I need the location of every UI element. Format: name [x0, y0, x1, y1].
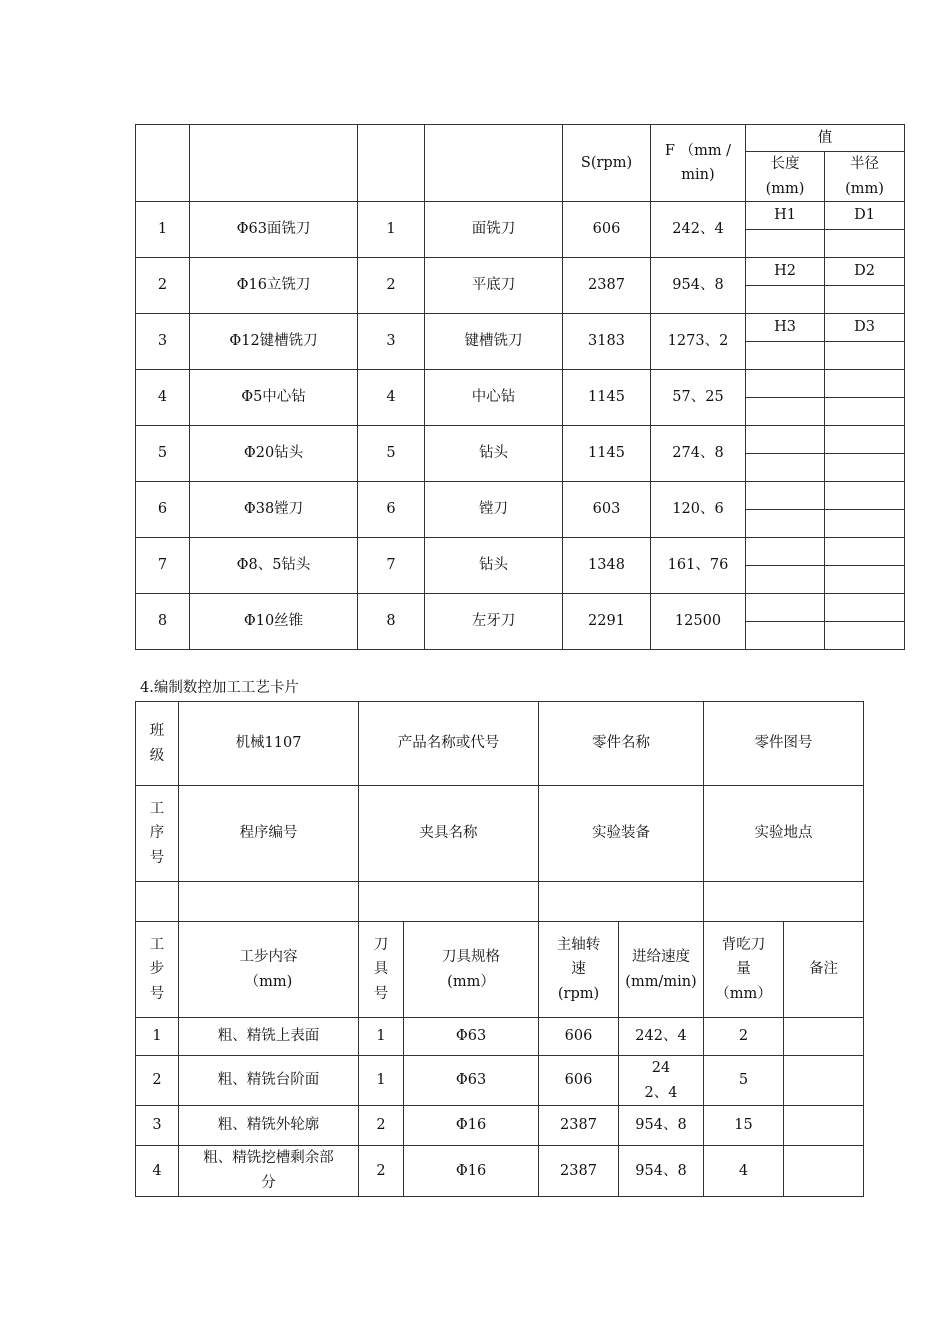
tool-no-header: 刀 具 号	[359, 922, 404, 1018]
class-label: 班 级	[136, 702, 179, 786]
step-feed: 954、8	[619, 1146, 704, 1196]
remarks-header: 备注	[784, 922, 864, 1018]
header-radius: 半径 (mm)	[825, 152, 905, 202]
tool-row	[136, 538, 905, 566]
process-card-table	[135, 701, 864, 1197]
header-feed: F （mm / min)	[651, 125, 746, 202]
tool-parameter-table	[135, 124, 905, 650]
fixture-label: 夹具名称	[359, 786, 539, 882]
step-row	[136, 1146, 864, 1196]
step-content: 粗、精铣挖槽剩余部 分	[179, 1146, 359, 1196]
program-no-label: 程序编号	[179, 786, 359, 882]
cut-depth-header: 背吃刀 量 （mm）	[704, 922, 784, 1018]
radius-offset: D3	[825, 314, 905, 342]
header-row	[136, 125, 905, 152]
tool-row-no: 6	[136, 482, 190, 538]
step-remarks	[784, 1056, 864, 1106]
length-blank	[746, 454, 825, 482]
empty-cell	[136, 882, 179, 922]
radius-offset	[825, 426, 905, 454]
step-feed: 954、8	[619, 1106, 704, 1146]
tool-number: 2	[358, 258, 425, 314]
length-offset: H2	[746, 258, 825, 286]
header-tool-type	[425, 125, 563, 202]
radius-offset	[825, 482, 905, 510]
tool-row-no: 3	[136, 314, 190, 370]
part-drawing-label: 零件图号	[704, 702, 864, 786]
operation-no-label: 工 序 号	[136, 786, 179, 882]
header-tool-name	[190, 125, 358, 202]
tool-row-no: 8	[136, 594, 190, 650]
tool-row-no: 1	[136, 202, 190, 258]
step-tool-no: 2	[359, 1106, 404, 1146]
step-spec: Φ16	[404, 1146, 539, 1196]
tool-type: 面铣刀	[425, 202, 563, 258]
length-offset: H3	[746, 314, 825, 342]
card-empty-row	[136, 882, 864, 922]
step-tool-no: 1	[359, 1056, 404, 1106]
spindle-speed: 1145	[563, 426, 651, 482]
step-depth: 2	[704, 1018, 784, 1056]
tool-row	[136, 426, 905, 454]
radius-offset	[825, 594, 905, 622]
step-content-header: 工步内容 （mm)	[179, 922, 359, 1018]
tool-number: 4	[358, 370, 425, 426]
spindle-speed-header: 主轴转 速 (rpm)	[539, 922, 619, 1018]
step-no-header: 工 步 号	[136, 922, 179, 1018]
feed-rate: 954、8	[651, 258, 746, 314]
tool-type: 钻头	[425, 426, 563, 482]
step-row	[136, 1106, 864, 1146]
radius-blank	[825, 510, 905, 538]
tool-row	[136, 370, 905, 398]
length-offset	[746, 594, 825, 622]
step-depth: 5	[704, 1056, 784, 1106]
card-info-row	[136, 702, 864, 786]
step-spec: Φ16	[404, 1106, 539, 1146]
length-blank	[746, 622, 825, 650]
step-feed: 242、4	[619, 1018, 704, 1056]
radius-blank	[825, 454, 905, 482]
step-no: 3	[136, 1106, 179, 1146]
empty-cell	[179, 882, 359, 922]
length-blank	[746, 510, 825, 538]
tool-row-no: 2	[136, 258, 190, 314]
steps-header-row	[136, 922, 864, 1018]
radius-offset	[825, 370, 905, 398]
length-offset	[746, 370, 825, 398]
tool-row-no: 5	[136, 426, 190, 482]
step-speed: 606	[539, 1018, 619, 1056]
header-value-group: 值	[746, 125, 905, 152]
location-label: 实验地点	[704, 786, 864, 882]
feed-rate: 161、76	[651, 538, 746, 594]
step-content: 粗、精铣外轮廓	[179, 1106, 359, 1146]
length-offset	[746, 538, 825, 566]
header-length: 长度 (mm)	[746, 152, 825, 202]
tool-number: 1	[358, 202, 425, 258]
empty-cell	[359, 882, 539, 922]
length-offset	[746, 426, 825, 454]
length-offset	[746, 482, 825, 510]
spindle-speed: 3183	[563, 314, 651, 370]
class-value: 机械1107	[179, 702, 359, 786]
spindle-speed: 1348	[563, 538, 651, 594]
radius-blank	[825, 230, 905, 258]
spindle-speed: 606	[563, 202, 651, 258]
spindle-speed: 2291	[563, 594, 651, 650]
step-no: 2	[136, 1056, 179, 1106]
feed-rate: 274、8	[651, 426, 746, 482]
tool-row	[136, 482, 905, 510]
tool-number: 3	[358, 314, 425, 370]
feed-rate: 12500	[651, 594, 746, 650]
equipment-label: 实验装备	[539, 786, 704, 882]
tool-name: Φ63面铣刀	[190, 202, 358, 258]
step-speed: 2387	[539, 1106, 619, 1146]
radius-blank	[825, 398, 905, 426]
step-remarks	[784, 1018, 864, 1056]
feed-rate: 242、4	[651, 202, 746, 258]
tool-row-no: 4	[136, 370, 190, 426]
tool-name: Φ8、5钻头	[190, 538, 358, 594]
tool-number: 5	[358, 426, 425, 482]
tool-type: 键槽铣刀	[425, 314, 563, 370]
step-speed: 2387	[539, 1146, 619, 1196]
spindle-speed: 603	[563, 482, 651, 538]
radius-blank	[825, 342, 905, 370]
feed-rate: 57、25	[651, 370, 746, 426]
length-blank	[746, 398, 825, 426]
step-row	[136, 1056, 864, 1106]
tool-number: 6	[358, 482, 425, 538]
step-no: 1	[136, 1018, 179, 1056]
radius-blank	[825, 286, 905, 314]
tool-type: 左牙刀	[425, 594, 563, 650]
step-tool-no: 2	[359, 1146, 404, 1196]
step-remarks	[784, 1106, 864, 1146]
tool-row	[136, 314, 905, 342]
tool-name: Φ20钻头	[190, 426, 358, 482]
tool-number: 7	[358, 538, 425, 594]
step-depth: 4	[704, 1146, 784, 1196]
tool-name: Φ10丝锥	[190, 594, 358, 650]
card-operation-row	[136, 786, 864, 882]
step-remarks	[784, 1146, 864, 1196]
tool-spec-header: 刀具规格 (mm）	[404, 922, 539, 1018]
step-row	[136, 1018, 864, 1056]
tool-name: Φ16立铣刀	[190, 258, 358, 314]
step-tool-no: 1	[359, 1018, 404, 1056]
section-heading: 4.编制数控加工工艺卡片	[140, 680, 299, 696]
step-spec: Φ63	[404, 1056, 539, 1106]
header-tool-no	[358, 125, 425, 202]
tool-type: 中心钻	[425, 370, 563, 426]
radius-blank	[825, 622, 905, 650]
radius-offset: D2	[825, 258, 905, 286]
tool-row	[136, 202, 905, 230]
step-feed: 24 2、4	[619, 1056, 704, 1106]
part-name-label: 零件名称	[539, 702, 704, 786]
tool-name: Φ5中心钻	[190, 370, 358, 426]
spindle-speed: 2387	[563, 258, 651, 314]
empty-cell	[704, 882, 864, 922]
radius-blank	[825, 566, 905, 594]
tool-name: Φ38镗刀	[190, 482, 358, 538]
step-content: 粗、精铣台阶面	[179, 1056, 359, 1106]
tool-row-no: 7	[136, 538, 190, 594]
length-blank	[746, 230, 825, 258]
header-speed: S(rpm)	[563, 125, 651, 202]
empty-cell	[539, 882, 704, 922]
tool-name: Φ12键槽铣刀	[190, 314, 358, 370]
tool-type: 平底刀	[425, 258, 563, 314]
step-speed: 606	[539, 1056, 619, 1106]
tool-row	[136, 594, 905, 622]
length-blank	[746, 342, 825, 370]
radius-offset: D1	[825, 202, 905, 230]
radius-offset	[825, 538, 905, 566]
product-name-label: 产品名称或代号	[359, 702, 539, 786]
step-no: 4	[136, 1146, 179, 1196]
step-content: 粗、精铣上表面	[179, 1018, 359, 1056]
length-blank	[746, 286, 825, 314]
spindle-speed: 1145	[563, 370, 651, 426]
tool-number: 8	[358, 594, 425, 650]
tool-type: 钻头	[425, 538, 563, 594]
step-spec: Φ63	[404, 1018, 539, 1056]
length-blank	[746, 566, 825, 594]
feed-rate: 1273、2	[651, 314, 746, 370]
step-depth: 15	[704, 1106, 784, 1146]
feed-speed-header: 进给速度 (mm/min)	[619, 922, 704, 1018]
feed-rate: 120、6	[651, 482, 746, 538]
header-no	[136, 125, 190, 202]
length-offset: H1	[746, 202, 825, 230]
tool-type: 镗刀	[425, 482, 563, 538]
tool-row	[136, 258, 905, 286]
